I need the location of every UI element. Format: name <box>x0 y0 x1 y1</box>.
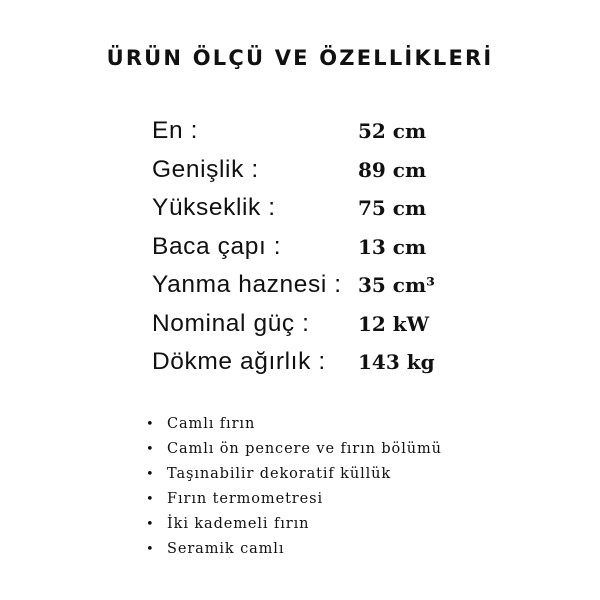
feature-text: Seramik camlı <box>167 541 285 557</box>
spec-value: 35 cm³ <box>358 273 435 297</box>
spec-label: Dökme ağırlık : <box>152 348 326 375</box>
spec-value: 89 cm <box>358 157 427 182</box>
feature-list <box>146 412 442 562</box>
spec-row-cast-weight <box>152 345 482 384</box>
spec-label: Nominal güç : <box>152 309 310 337</box>
spec-value: 75 cm <box>358 196 427 220</box>
spec-label: Genişlik : <box>152 155 259 183</box>
feature-text: Fırın termometresi <box>167 491 323 507</box>
list-item <box>146 537 442 562</box>
spec-value: 143 kg <box>358 350 435 374</box>
spec-label: Baca çapı : <box>152 232 282 260</box>
spec-value: 52 cm <box>358 119 427 143</box>
feature-text: İki kademeli fırın <box>167 516 310 532</box>
list-item <box>146 437 442 462</box>
list-item <box>146 412 442 437</box>
feature-text: Camlı ön pencere ve fırın bölümü <box>167 441 442 457</box>
spec-row-length <box>152 153 482 192</box>
spec-table <box>152 114 482 384</box>
spec-value: 13 cm <box>358 234 427 259</box>
bullet-icon: • <box>146 492 155 507</box>
spec-row-nominal-power <box>152 307 482 346</box>
spec-value: 12 kW <box>358 311 430 336</box>
spec-row-flue-diameter <box>152 230 482 269</box>
bullet-icon: • <box>146 517 155 532</box>
spec-label: En : <box>152 117 198 144</box>
spec-label: Yükseklik : <box>152 194 276 221</box>
spec-row-width <box>152 114 482 153</box>
list-item <box>146 487 442 512</box>
bullet-icon: • <box>146 442 155 457</box>
feature-text: Camlı fırın <box>167 416 256 432</box>
page-title: ÜRÜN ÖLÇÜ VE ÖZELLİKLERİ <box>106 46 494 70</box>
spec-row-combustion-chamber <box>152 268 482 307</box>
list-item <box>146 462 442 487</box>
spec-label: Yanma haznesi : <box>152 271 342 298</box>
list-item <box>146 512 442 537</box>
bullet-icon: • <box>146 542 155 557</box>
spec-row-height <box>152 191 482 230</box>
bullet-icon: • <box>146 467 155 482</box>
bullet-icon: • <box>146 417 155 432</box>
feature-text: Taşınabilir dekoratif küllük <box>167 466 392 482</box>
